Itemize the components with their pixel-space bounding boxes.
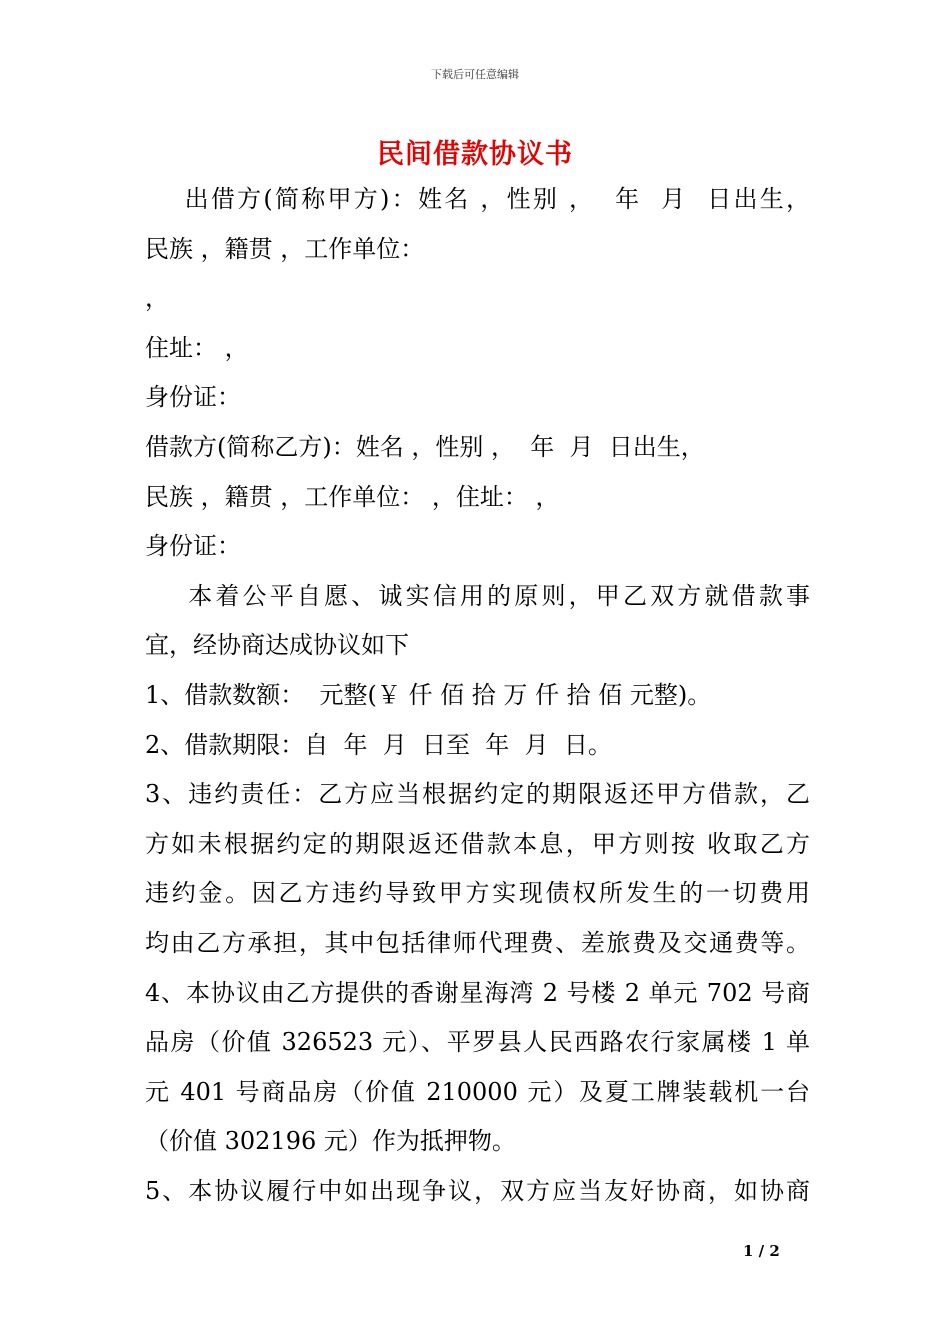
body-line: 1、借款数额： 元整(￥ 仟 佰 拾 万 仟 拾 佰 元整)。 [145,680,712,709]
body-line: 违约金。因乙方违约导致甲方实现债权所发生的一切费用 [145,879,810,908]
body-line: 宜，经协商达成协议如下 [145,631,409,660]
body-line: 4、本协议由乙方提供的香谢星海湾 2 号楼 2 单元 702 号商 [145,978,810,1007]
body-line: 住址： ， [145,333,249,362]
body-line: 民族 ，籍贯 ，工作单位： ，住址： ， [145,482,560,511]
document-body [145,175,810,1216]
body-line: 2、借款期限：自 年 月 日至 年 月 日。 [145,730,612,759]
body-line: 3、违约责任：乙方应当根据约定的期限返还甲方借款，乙 [145,780,810,809]
header-note: 下载后可任意编辑 [431,68,519,81]
body-line: 借款方(简称乙方)：姓名 ，性别 ， 年 月 日出生， [145,432,705,461]
body-line: 方如未根据约定的期限返还借款本息，甲方则按 收取乙方 [145,829,810,858]
body-line: 身份证： [145,383,241,412]
body-line: （价值 302196 元）作为抵押物。 [145,1127,516,1156]
body-line: 民族 ，籍贯 ，工作单位： [145,234,425,263]
body-line: 5、本协议履行中如出现争议，双方应当友好协商，如协商 [145,1176,810,1205]
body-line: 出借方(简称甲方)：姓名 ，性别 ， 年 月 日出生， [145,185,810,213]
body-line: 本着公平自愿、诚实信用的原则，甲乙双方就借款事 [145,581,810,610]
body-line: 均由乙方承担，其中包括律师代理费、差旅费及交通费等。 [145,928,810,957]
body-line: 品房（价值 326523 元）、平罗县人民西路农行家属楼 1 单 [145,1028,810,1057]
document-title: 民间借款协议书 [377,139,573,170]
body-line: 元 401 号商品房（价值 210000 元）及夏工牌装载机一台 [145,1077,810,1106]
body-line: ， [145,284,169,313]
body-line: 身份证： [145,532,241,561]
page-number: 1 / 2 [743,1242,780,1260]
